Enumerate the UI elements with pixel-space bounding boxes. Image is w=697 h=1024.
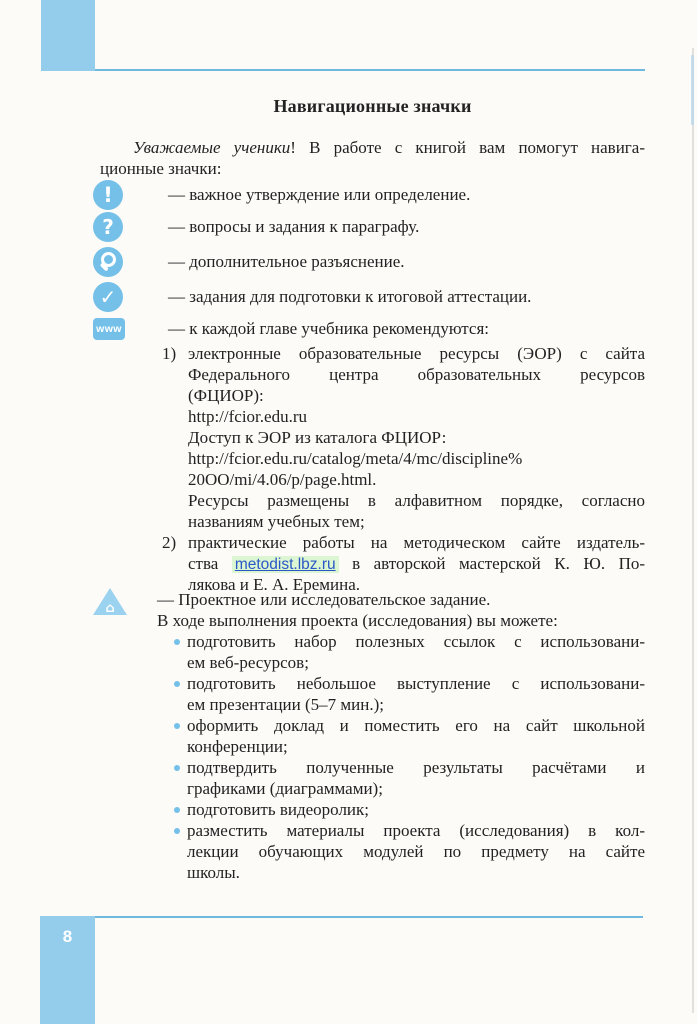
list-line-text	[188, 553, 645, 575]
legend-icon-box	[93, 282, 127, 312]
intro-line-1	[100, 137, 645, 158]
project-line-2: В ходе выполнения проекта (исследования) вы можете:	[157, 611, 558, 630]
bullet-text: лекции обучающих модулей по предмету на сайте	[187, 842, 645, 861]
line-text-pre: названиям учебных тем;	[188, 512, 365, 531]
legend-text: — вопросы и задания к параграфу.	[168, 217, 420, 236]
magnifier-circle-icon	[93, 247, 123, 277]
check-circle-icon	[93, 282, 123, 312]
svg-text:⌂: ⌂	[105, 601, 115, 616]
numbered-list-line	[162, 406, 645, 427]
list-line-text	[188, 385, 645, 406]
intro-lead-italic: Уважаемые ученики	[133, 138, 291, 157]
bullet-text: графиками (диаграммами);	[187, 779, 383, 798]
bullet-text: оформить доклад и поместить его на сайт школьной	[187, 716, 645, 735]
legend-row	[93, 282, 645, 312]
project-text	[157, 589, 645, 883]
page-edge-highlight	[691, 55, 694, 125]
bullet-line	[157, 631, 645, 652]
bullet-text: конференции;	[187, 737, 288, 756]
list-number: 2)	[162, 533, 177, 552]
bullet-dot-icon	[174, 807, 180, 813]
list-line-text	[188, 532, 645, 553]
bullet-dot-icon	[174, 639, 180, 645]
bullet-line	[157, 778, 645, 799]
bullet-line	[157, 715, 645, 736]
numbered-list-line	[162, 448, 645, 469]
line-text-pre: (ФЦИОР):	[188, 386, 264, 405]
line-text-pre: 20OO/mi/4.06/p/page.html.	[188, 470, 377, 489]
legend-icon-box	[93, 247, 127, 277]
bullet-text: подготовить видеоролик;	[187, 800, 370, 819]
icon-legend	[93, 180, 645, 344]
bullet-text: подготовить набор полезных ссылок с использовани-	[187, 632, 645, 651]
line-text-pre: практические работы на методическом сайте издатель-	[188, 533, 645, 552]
legend-icon-box	[93, 180, 127, 210]
www-badge-icon	[93, 318, 125, 340]
icon-glyph: ✓	[99, 285, 117, 309]
list-line-text	[188, 427, 645, 448]
numbered-list-line	[162, 364, 645, 385]
bullet-text: подтвердить полученные результаты расчётами и	[187, 758, 645, 777]
legend-row	[93, 212, 645, 242]
intro-line-2: ционные значки:	[100, 159, 222, 178]
list-line-text	[188, 343, 645, 364]
bullet-text: школы.	[187, 863, 240, 882]
line-text-pre: ства	[188, 554, 232, 573]
house-triangle-icon	[92, 587, 128, 621]
line-text-pre: http://fcior.edu.ru	[188, 407, 307, 426]
list-number: 1)	[162, 344, 177, 363]
bullet-line	[157, 862, 645, 883]
numbered-list-line	[162, 511, 645, 532]
bullet-line	[157, 694, 645, 715]
legend-row	[93, 247, 645, 277]
section-heading: Навигационные значки	[273, 96, 472, 116]
bullet-dot-icon	[174, 681, 180, 687]
line-text-pre: Ресурсы размещены в алфавитном порядке, согласно	[188, 491, 645, 510]
list-line-text	[188, 406, 645, 427]
list-line-text	[188, 364, 645, 385]
question-circle-icon	[93, 212, 123, 242]
project-line-1: — Проектное или исследовательское задание.	[157, 590, 491, 609]
bullet-dot-icon	[174, 723, 180, 729]
page-number-box	[40, 916, 95, 1024]
line-text-pre: лякова и Е. А. Еремина.	[188, 575, 360, 594]
bullet-line	[157, 736, 645, 757]
bullet-line	[157, 652, 645, 673]
bullet-text: подготовить небольшое выступление с использовани-	[187, 674, 645, 693]
metodist-link[interactable]: metodist.lbz.ru	[232, 556, 339, 573]
page-edge	[692, 48, 694, 1013]
numbered-list-line	[162, 553, 645, 574]
list-line-text	[188, 469, 645, 490]
bullet-text: ем презентации (5–7 мин.);	[187, 695, 384, 714]
numbered-list-line	[162, 469, 645, 490]
project-section	[100, 589, 645, 883]
legend-text: — задания для подготовки к итоговой аттестации.	[168, 287, 532, 306]
exclamation-circle-icon	[93, 180, 123, 210]
project-bullet-list	[157, 631, 645, 883]
top-corner-tab	[41, 0, 95, 71]
icon-glyph: www	[96, 323, 122, 335]
legend-row	[93, 314, 645, 344]
intro-line-1-rest: ! В работе с книгой вам помогут навига-	[290, 138, 645, 157]
line-text-pre: Федерального центра образовательных ресурсов	[188, 365, 645, 384]
list-line-text	[188, 511, 645, 532]
line-text-pre: http://fcior.edu.ru/catalog/meta/4/mc/discipline%	[188, 449, 523, 468]
numbered-list-line	[162, 385, 645, 406]
page-number: 8	[62, 927, 73, 946]
numbered-list-line	[162, 532, 645, 553]
bullet-dot-icon	[174, 828, 180, 834]
bottom-rule	[95, 916, 643, 918]
legend-text: — к каждой главе учебника рекомендуются:	[168, 319, 490, 338]
bullet-text: ем веб-ресурсов;	[187, 653, 309, 672]
bullet-text: разместить материалы проекта (исследования) в кол-	[187, 821, 645, 840]
bullet-dot-icon	[174, 765, 180, 771]
line-text-pre: Доступ к ЭОР из каталога ФЦИОР:	[188, 428, 447, 447]
line-text-pre: электронные образовательные ресурсы (ЭОР) с сайта	[188, 344, 645, 363]
top-rule	[95, 69, 645, 71]
numbered-list-line	[162, 343, 645, 364]
bullet-line	[157, 673, 645, 694]
legend-text: — дополнительное разъяснение.	[168, 252, 405, 271]
list-line-text	[188, 490, 645, 511]
icon-glyph: !	[103, 182, 113, 207]
bullet-line	[157, 799, 645, 820]
bullet-line	[157, 820, 645, 841]
intro-paragraph	[100, 137, 645, 179]
legend-row	[93, 180, 645, 210]
icon-glyph: ?	[102, 215, 114, 239]
bullet-line	[157, 841, 645, 862]
resources-numbered-list	[162, 343, 645, 595]
list-line-text	[188, 448, 645, 469]
numbered-list-line	[162, 427, 645, 448]
legend-icon-box	[93, 318, 127, 340]
legend-text: — важное утверждение или определение.	[168, 185, 471, 204]
line-text-post: в авторской мастерской К. Ю. По-	[338, 554, 646, 573]
legend-icon-box	[93, 212, 127, 242]
bullet-line	[157, 757, 645, 778]
numbered-list-line	[162, 490, 645, 511]
